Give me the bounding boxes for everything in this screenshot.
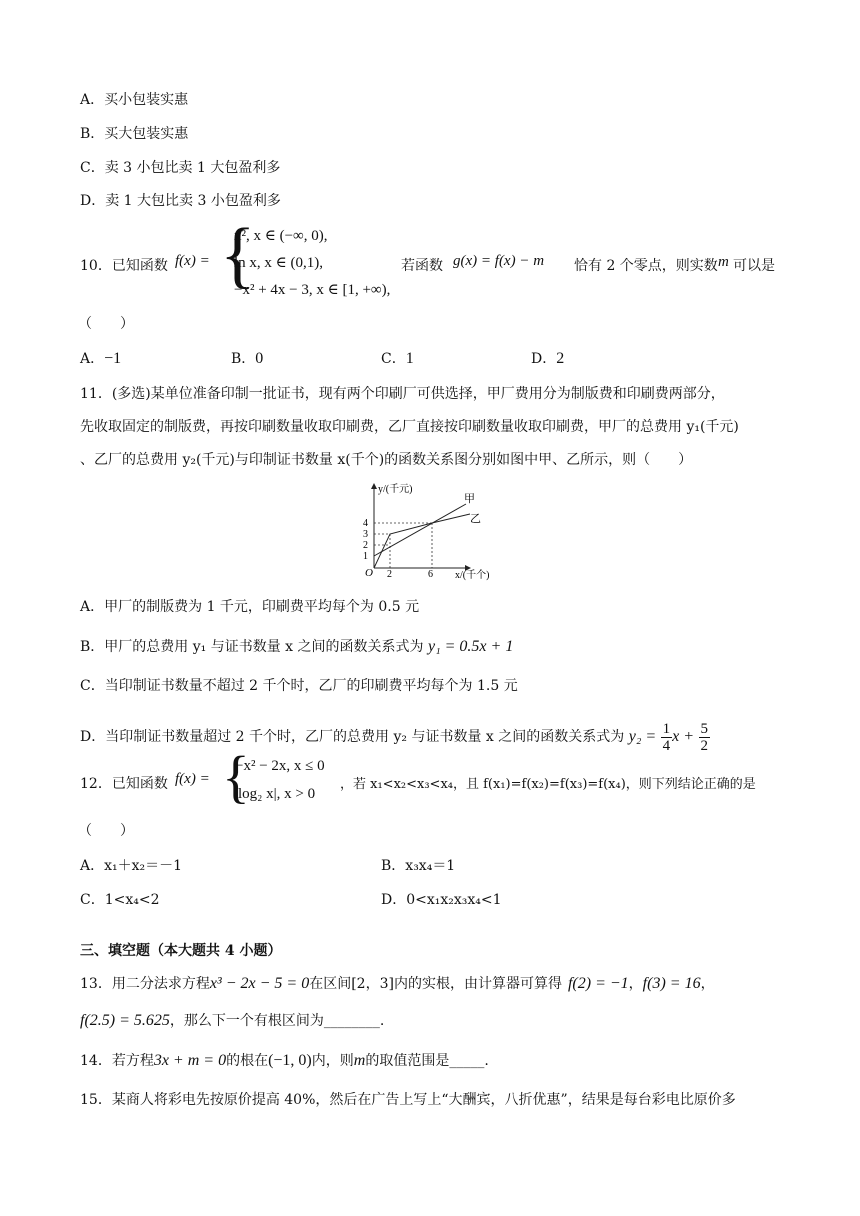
q12-answer-paren: （ ） xyxy=(78,823,134,839)
q11-stem-line-2: 先收取固定的制版费，再按印刷数量收取印刷费，乙厂直接按印刷数量收取印刷费，甲厂的总费用 y₁(千元) xyxy=(80,419,739,435)
q10-option-c: C．1 xyxy=(381,350,414,367)
q10-option-a: A．−1 xyxy=(80,350,122,367)
series-label-yi: 乙 xyxy=(470,513,481,525)
fraction-five-halves: $\frac{5}{2}$ xyxy=(700,720,708,754)
q9-option-b: B．买大包装实惠 xyxy=(80,126,189,142)
q9-option-d: D．卖 1 大包比卖 3 小包盈利多 xyxy=(80,193,281,209)
q10-piece-3: −x² + 4x − 3, x ∈ [1, +∞), xyxy=(234,282,391,298)
q9-option-c: C．卖 3 小包比卖 1 大包盈利多 xyxy=(80,160,281,176)
y-tick: 3 xyxy=(363,529,368,540)
series-label-jia: 甲 xyxy=(464,493,475,505)
q12-brace: { xyxy=(222,744,250,809)
q10-option-d: D．2 xyxy=(531,350,565,367)
line-yi xyxy=(374,514,470,568)
q11-option-c: C．当印制证书数量不超过 2 千个时，乙厂的印刷费平均每个为 1.5 元 xyxy=(80,678,518,694)
q10-fx: f(x) = xyxy=(175,253,210,269)
q10-piece-1: x², x ∈ (−∞, 0), xyxy=(234,228,328,244)
q11-stem-line-3: 、乙厂的总费用 y₂(千元)与印制证书数量 x(千个)的函数关系图分别如图中甲、乙所示，则（ ） xyxy=(80,452,693,468)
q10-gx: g(x) = f(x) − m xyxy=(453,253,545,269)
q12-option-a: A．x₁＋x₂＝－1 xyxy=(80,858,183,874)
x-tick: 2 xyxy=(387,569,392,580)
y-tick: 2 xyxy=(363,540,368,551)
q10-piece-2: ln x, x ∈ (0,1), xyxy=(234,255,324,271)
q13-line-1: 13．用二分法求方程x³ − 2x − 5 = 0在区间[2，3]内的实根，由计算器可算得 f(2) = −1，f(3) = 16， xyxy=(80,975,715,992)
q11-stem-line-1: 11．(多选)某单位准备印制一批证书，现有两个印刷厂可供选择，甲厂费用分为制版费和印刷费两部分， xyxy=(80,386,725,402)
q11-function-graph xyxy=(352,478,532,588)
y-tick: 4 xyxy=(363,518,368,529)
q13-line-2: f(2.5) = 5.625，那么下一个有根区间为________. xyxy=(80,1012,385,1029)
q11-option-d: D．当印制证书数量超过 2 千个时，乙厂的总费用 y₂ 与证书数量 x 之间的函数关系式为 y₂ = $\frac{1}{4}$ x + $\frac{5}{2}$ xyxy=(80,720,708,754)
q11-option-b: B．甲厂的总费用 y₁ 与证书数量 x 之间的函数关系式为 y₁ = 0.5x + 1 xyxy=(80,638,514,655)
x-axis-label: x/(千个) xyxy=(455,570,490,581)
fraction-one-quarter: $\frac{1}{4}$ xyxy=(662,720,671,754)
q12-piece-2: |log₂ x|, x > 0 xyxy=(235,786,316,802)
y-tick: 1 xyxy=(363,551,368,562)
q12-option-b: B．x₃x₄＝1 xyxy=(381,858,456,874)
q10-option-b: B．0 xyxy=(231,350,264,367)
q12-piece-1: −x² − 2x, x ≤ 0 xyxy=(235,758,325,774)
q9-option-a: A．买小包装实惠 xyxy=(80,92,189,108)
q14-line: 14．若方程3x + m = 0的根在(−1, 0)内，则m的取值范围是_____. xyxy=(80,1052,489,1069)
q10-answer-paren: （ ） xyxy=(78,316,134,332)
line-jia xyxy=(374,504,466,556)
section-heading-fill-in: 三、填空题（本大题共 4 小题） xyxy=(80,943,282,959)
y-axis-label: y/(千元) xyxy=(378,484,413,495)
q15-line: 15．某商人将彩电先按原价提高 40%，然后在广告上写上“大酬宾，八折优惠”，结果是每台彩电比原价多 xyxy=(80,1092,736,1108)
x-tick: 6 xyxy=(428,569,433,580)
q11-option-a: A．甲厂的制版费为 1 千元，印刷费平均每个为 0.5 元 xyxy=(80,599,420,615)
q10-brace: { xyxy=(220,214,256,296)
origin-label: O xyxy=(365,567,373,579)
q12-option-d: D．0<x₁x₂x₃x₄<1 xyxy=(381,892,502,908)
q12-option-c: C．1<x₄<2 xyxy=(80,892,160,908)
